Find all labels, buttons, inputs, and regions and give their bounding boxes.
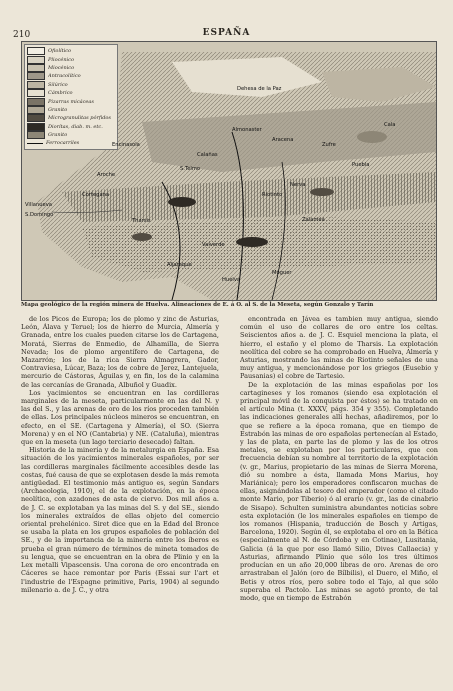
- running-head: ESPAÑA: [202, 28, 251, 38]
- legend-entry: [27, 123, 115, 131]
- map-place-label: Dehesa de la Paz: [237, 86, 282, 92]
- map-legend: [24, 44, 118, 150]
- page-number: 210: [13, 30, 31, 40]
- map-place-label: Cortegana: [82, 192, 110, 198]
- map-place-label: Cala: [384, 122, 396, 128]
- legend-swatch: [27, 72, 45, 80]
- legend-label: Microgranulitas pórfidos: [48, 115, 111, 122]
- legend-entry: [27, 97, 115, 105]
- map-place-label: S.Telmo: [180, 166, 201, 172]
- legend-entry: [27, 64, 115, 72]
- map-place-label: Zufre: [322, 142, 336, 148]
- legend-entry: [27, 139, 115, 147]
- legend-entry: [27, 89, 115, 97]
- map-place-label: S.Domingo: [25, 212, 54, 218]
- map-place-label: Puebla: [352, 162, 370, 168]
- map-place-label: Tharsis: [132, 218, 151, 224]
- paragraph: de los Picos de Europa; los de plomo y zinc de Asturias, León, Álava y Teruel; los de hierro de Murcia, Almería y Granada, entre los cuales pueden citarse los de Cartagena, Moratá, Sierras de Enmedio, de Alhamilla, de Sierra Nevada; los de plomo argentífero de Cartagena, de Mazarrón; los de la rica Sierra Almagrera, Gador, Contraviesa, Lúcar, Baza; los de cobre de Jerez, Lantejuela, mercurio de Cástoras, Águilas y, en fin, los de la calamina de las cercanías de Granada, Albuñol y Guadix.: [21, 315, 219, 389]
- map-place-label: Almonaster: [232, 127, 262, 133]
- paragraph: encontrada en Jávea es tambien muy antigua, siendo común el uso de collares de oro entre los celtas. Seiscientos años a. de J. C. Esquiel menciona la plata, el hierro, el estaño y el plomo de Tharsis. La explotación neolítica del cobre se ha comprobado en Huelva, Almería y Asturias, mostrando las minas de Riotinto señales de una muy antigua, y mencionándose por los griegos (Eusebio y Pausanias) el cobre de Tartesio.: [240, 315, 438, 381]
- map-place-label: Riotinto: [262, 192, 283, 198]
- legend-label: Granito: [48, 132, 68, 139]
- legend-entry: [27, 72, 115, 80]
- legend-swatch: [27, 106, 45, 114]
- map-place-label: Villanueva: [25, 202, 52, 208]
- legend-label: Granito: [48, 106, 68, 113]
- legend-label: Diorítas, diab. m. etc.: [48, 123, 103, 130]
- legend-swatch: [27, 56, 45, 64]
- legend-label: Cámbrico: [48, 90, 73, 97]
- legend-entry: [27, 81, 115, 89]
- map-place-label: Huelva: [222, 277, 241, 283]
- legend-swatch: [27, 98, 45, 106]
- paragraph: Historia de la minería y de la metalurgia en España. Esa situación de los yacimientos minerales españoles, por ser las cordilleras marginales fácilmente accesibles desde las costas, fué causa de que se explotasen desde la más remota antigüedad. El testimonio más antiguo es, según Sandars (Archaeologia, 1910), el de la explotación, en la época neolítica, con azadones de asta de ciervo. Dos mil años a. de J. C. se explotaban ya las minas del S. y del SE., siendo los minerales extraídos de ellas objeto del comercio oriental prehelénico. Siret dice que en la Edad del Bronce se usaba la plata en los grupos españoles de población del SE., y de la importancia de la minería entre los íberos es prueba el gran número de términos de mineta tomados de su lengua, que se encuentran en la obra de Plinio y en la Lex metalli Vipascensis. Una corona de oro encontrada en Cáceres se hace remontar por Paris (Essai sur l'art et l'industrie de l'Espagne primitive, Paris, 1904) al segundo milenario a. de J. C., y otra: [21, 446, 219, 594]
- legend-swatch: [27, 81, 45, 89]
- map-place-label: Valverde: [202, 242, 225, 248]
- map-place-label: Encinasola: [112, 142, 140, 148]
- map-place-label: Aroche: [97, 172, 116, 178]
- legend-swatch: [27, 123, 45, 131]
- legend-entry: [27, 106, 115, 114]
- legend-entry: [27, 47, 115, 55]
- map-place-label: Moguer: [272, 270, 292, 276]
- legend-label: Pliocénico: [48, 56, 74, 63]
- legend-entry: [27, 114, 115, 122]
- legend-label: Ofiolítico: [48, 48, 72, 55]
- legend-swatch: [27, 64, 45, 72]
- legend-swatch: [27, 143, 43, 145]
- paragraph: De la explotación de las minas españolas por los cartagineses y los romanos (siendo esa explotación el principal móvil de la conquista por éstos) se ha tratado en el artículo Mina (t. XXXV, págs. 354 y 355). Completando las indicaciones generales allí hechas, añadiremos, por lo que se refiere a la época romana, que en tiempo de Estrabón las minas de oro españolas pertenecían al Estado, y las de plata, en parte las de plomo y las de los otros metales, se explotaban por los particulares, que con frecuencia debían su nombre al territorio de la explotación (v. gr., Marius, propietario de las minas de Sierra Morena, dió su nombre a ésta, llamada Mons Marius, hoy Mariánica); pero los emperadores confiscaron muchas de ellas, asignándolas al tesoro del emperador (como el citado monte Mario, por Tiberio) ó al erario (v. gr., las de cinabrio de Sisapo). Schulten suministra abundantes noticias sobre esta explotación (le los minerales españoles en tiempo de los romanos (Hispania, traducción de Bosch y Artigas, Barcelona, 1920). Según él, se explotaba el oro en la Bética (especialmente al N. de Córdoba y en Cotinae), Lusitania, Galicia (á la que por eso llamó Silio, Dives Callaecia) y Asturias, afirmando Plinio que sólo los tres últimos producían en un año 20,000 libras de oro. Arenas de oro arrastraban el Jalón (oro de Bílbilis), el Duero, el Miño, el Betis y otros ríos, pero sobre todo el Tajo, al que sólo superaba el Pactolo. Las minas se agotó pronto, de tal modo, que en tiempo de Estrabón: [240, 380, 438, 602]
- legend-label: Antracolítico: [48, 73, 81, 80]
- geologic-map: [21, 41, 437, 301]
- legend-swatch: [27, 114, 45, 122]
- paragraph: Los yacimientos se encuentran en las cordilleras marginales de la meseta, particularmente en las del N. y las del S., y las arenas de oro de los ríos proceden también de ellas. Los principales núcleos mineros se encuentran, en efecto, en el SE. (Cartagena y Almería), el SO. (Sierra Morena) y en el NO (Cantabria) y NE. (Cataluña), mientras que en la meseta (un lago terciario desecado) faltan.: [21, 388, 219, 447]
- map-place-label: Aracena: [272, 137, 294, 143]
- map-place-label: Nerva: [290, 182, 306, 188]
- text-column-left: [21, 315, 219, 683]
- map-place-label: Calañas: [197, 152, 218, 158]
- legend-entry: [27, 55, 115, 63]
- legend-entry: [27, 131, 115, 139]
- figure-caption: Mapa geológico de la región minera de Huelva. Alineaciones de E. á O. al S. de la Meseta, según Gonzalo y Tarín: [21, 302, 374, 308]
- legend-label: Pizarras micáceas: [48, 98, 94, 105]
- legend-label: Ferrocarriles: [46, 140, 80, 147]
- legend-label: Silúrico: [48, 81, 68, 88]
- legend-swatch: [27, 131, 45, 139]
- legend-swatch: [27, 89, 45, 97]
- text-column-right: [240, 315, 438, 683]
- map-place-label: Zalamea: [302, 217, 325, 223]
- legend-swatch: [27, 47, 45, 55]
- map-place-label: Aljaraque: [167, 262, 192, 268]
- legend-label: Miocénico: [48, 64, 75, 71]
